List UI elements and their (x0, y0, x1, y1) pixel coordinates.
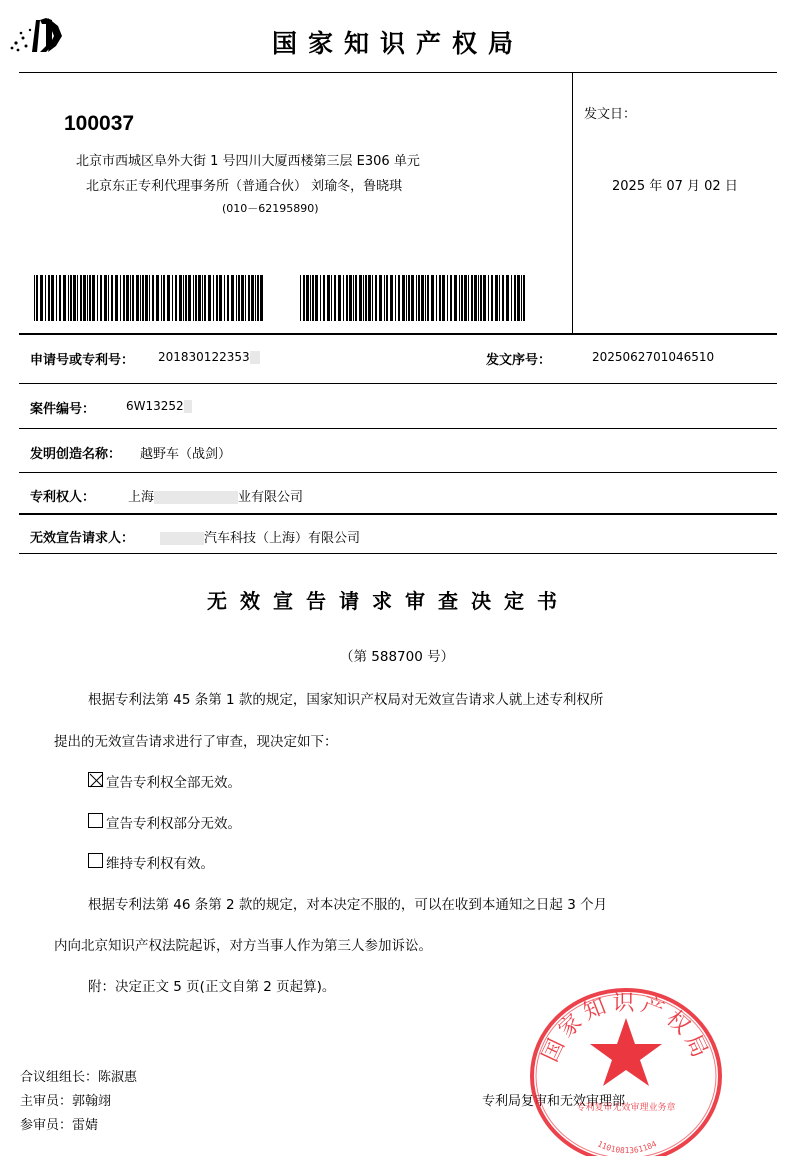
barcode-bar (338, 275, 341, 321)
row-rule-5 (19, 553, 777, 554)
barcode-bar (375, 275, 377, 321)
barcode-bar (80, 275, 82, 321)
barcode-bar (331, 275, 332, 321)
barcode-bar (300, 275, 301, 321)
issue-date-label: 发文日： (584, 107, 637, 122)
office-logo (4, 8, 74, 58)
option-checkbox-invalid-all (88, 772, 103, 787)
examiner: 参审员：雷婧 (20, 1118, 99, 1133)
barcode-right (300, 275, 530, 321)
header-divider (572, 72, 573, 333)
redaction-block (250, 351, 260, 364)
barcode-bar (480, 275, 482, 321)
barcode-bar (447, 275, 448, 321)
barcode-bar (474, 275, 477, 321)
barcode-bar (156, 275, 159, 321)
case-number-text: 6W13252 (126, 399, 184, 413)
barcode-bar (427, 275, 429, 321)
barcode-bar (45, 275, 46, 321)
barcode-bar (183, 275, 184, 321)
barcode-bar (384, 275, 385, 321)
barcode-bar (241, 275, 244, 321)
barcode-bar (185, 275, 187, 321)
decision-title: 无效宣告请求审查决定书 (207, 589, 570, 613)
svg-text:专利复审无效审理业务章: 专利复审无效审理业务章 (576, 1103, 676, 1113)
recipient-phone: (010－62195890) (222, 202, 319, 215)
header-bottom-rule (19, 333, 777, 335)
barcode-bar (238, 275, 240, 321)
barcode-bar (327, 275, 330, 321)
barcode-bar (523, 275, 525, 321)
barcode-bar (461, 275, 463, 321)
barcode-bar (390, 275, 393, 321)
barcode-bar (368, 275, 371, 321)
barcode-bar (349, 275, 352, 321)
office-title: 国家知识产权局 (272, 29, 525, 58)
barcode-bar (491, 275, 493, 321)
barcode-bar (97, 275, 98, 321)
barcode-bar (48, 275, 50, 321)
barcode-bar (365, 275, 367, 321)
header-top-rule (19, 72, 777, 73)
barcode-bar (416, 275, 417, 321)
barcode-bar (120, 275, 121, 321)
barcode-bar (208, 275, 211, 321)
barcode-bar (334, 275, 336, 321)
barcode-bar (179, 275, 182, 321)
application-number-text: 201830122353 (158, 350, 250, 364)
barcode-bar (77, 275, 78, 321)
svg-text:1101081361184: 1101081361184 (595, 1139, 659, 1156)
barcode-bar (511, 275, 512, 321)
barcode-bar (436, 275, 437, 321)
barcode-bar (303, 275, 305, 321)
barcode-bar (163, 275, 165, 321)
barcode-bar (213, 275, 214, 321)
official-seal-stamp (526, 984, 724, 1156)
barcode-bar (56, 275, 57, 321)
redaction-block (184, 400, 192, 413)
redaction-block (160, 532, 204, 545)
attachment-note: 附：决定正文 5 页(正文自第 2 页起算)。 (88, 979, 336, 995)
barcode-bar (310, 275, 311, 321)
barcode-bar (395, 275, 396, 321)
serial-number-label: 发文序号： (486, 353, 552, 368)
barcode-bar (251, 275, 254, 321)
barcode-bar (115, 275, 118, 321)
barcode-bar (193, 275, 194, 321)
barcode-bar (306, 275, 309, 321)
decision-paragraph-2-line-1: 根据专利法第 46 条第 2 款的规定，对本决定不服的，可以在收到本通知之日起 3 个月 (88, 897, 608, 913)
barcode-bar (411, 275, 414, 321)
barcode-bar (323, 275, 325, 321)
barcode-bar (521, 275, 522, 321)
barcode-bar (506, 275, 509, 321)
barcode-bar (108, 275, 109, 321)
barcode-bar (140, 275, 141, 321)
decision-number: （第 588700 号） (340, 649, 455, 665)
option-checkbox-maintain (88, 853, 103, 868)
redaction-block (154, 491, 238, 504)
barcode-bar (40, 275, 43, 321)
option-invalid-part: 宣告专利权部分无效。 (106, 816, 241, 832)
barcode-bar (421, 275, 424, 321)
requester-text: 汽车科技（上海）有限公司 (204, 531, 361, 546)
barcode-bar (175, 275, 177, 321)
requester-value (160, 527, 360, 546)
barcode-bar (73, 275, 76, 321)
barcode-bar (499, 275, 500, 321)
barcode-bar (459, 275, 460, 321)
barcode-bar (224, 275, 225, 321)
barcode-bar (478, 275, 479, 321)
decision-paragraph-1-line-1: 根据专利法第 45 条第 1 款的规定，国家知识产权局对无效宣告请求人就上述专利权所 (88, 692, 604, 708)
option-checkbox-invalid-part (88, 813, 103, 828)
row-rule-4 (19, 513, 777, 515)
barcode-bar (104, 275, 107, 321)
barcode-bar (231, 275, 234, 321)
barcode-bar (439, 275, 441, 321)
svg-text:国家知识产权局: 国家知识产权局 (537, 991, 715, 1066)
barcode-bar (257, 275, 259, 321)
barcode-bar (398, 275, 400, 321)
panel-leader: 合议组组长：陈淑惠 (20, 1070, 138, 1085)
barcode-bar (126, 275, 129, 321)
barcode-bar (495, 275, 498, 321)
serial-number-value: 2025062701046510 (592, 350, 715, 364)
barcode-bar (83, 275, 86, 321)
patentee-value (128, 486, 303, 505)
application-number-label: 申请号或专利号： (30, 353, 135, 368)
barcode-bar (245, 275, 246, 321)
invention-name-label: 发明创造名称： (30, 447, 122, 462)
barcode-bar (123, 275, 125, 321)
barcode-bar (136, 275, 139, 321)
barcode-bar (51, 275, 54, 321)
barcode-bar (36, 275, 38, 321)
row-rule-1 (19, 383, 777, 384)
barcode-bar (130, 275, 131, 321)
barcode-bar (450, 275, 452, 321)
postal-code: 100037 (64, 112, 135, 135)
barcode-bar (418, 275, 420, 321)
barcode-bar (204, 275, 206, 321)
barcode-bar (353, 275, 354, 321)
barcode-bar (343, 275, 344, 321)
row-rule-3 (19, 472, 777, 473)
barcode-bar (219, 275, 222, 321)
patentee-prefix: 上海 (128, 490, 155, 505)
barcode-bar (59, 275, 61, 321)
barcode-bar (471, 275, 473, 321)
barcode-bar (92, 275, 95, 321)
barcode-bar (152, 275, 154, 321)
barcode-bar (312, 275, 314, 321)
barcode-bar (87, 275, 88, 321)
barcode-bar (248, 275, 250, 321)
barcode-bar (227, 275, 229, 321)
case-number-label: 案件编号： (30, 402, 96, 417)
barcode-bar (195, 275, 197, 321)
barcode-bar (167, 275, 170, 321)
barcode-bar (483, 275, 486, 321)
barcode-bar (425, 275, 426, 321)
barcode-bar (236, 275, 237, 321)
barcode-bar (442, 275, 445, 321)
barcode-bar (63, 275, 66, 321)
barcode-bar (363, 275, 364, 321)
barcode-bar (379, 275, 382, 321)
barcode-bar (161, 275, 162, 321)
barcode-bar (386, 275, 388, 321)
barcode-bar (132, 275, 134, 321)
chief-examiner: 主审员：郭翰翊 (20, 1094, 112, 1109)
barcode-bar (260, 275, 263, 321)
decision-paragraph-1-line-2: 提出的无效宣告请求进行了审查，现决定如下： (54, 734, 338, 750)
barcode-bar (70, 275, 72, 321)
option-invalid-all: 宣告专利权全部无效。 (106, 775, 241, 791)
barcode-bar (468, 275, 469, 321)
barcode-bar (372, 275, 373, 321)
decision-paragraph-2-line-2: 内向北京知识产权法院起诉，对方当事人作为第三人参加诉讼。 (54, 938, 432, 954)
barcode-bar (145, 275, 148, 321)
barcode-bar (514, 275, 516, 321)
barcode-bar (454, 275, 457, 321)
recipient-address: 北京市西城区阜外大街 1 号四川大厦西楼第三层 E306 单元 (76, 154, 420, 169)
barcode-bar (216, 275, 218, 321)
barcode-bar (34, 275, 35, 321)
application-number-value (158, 350, 260, 365)
barcode-bar (406, 275, 407, 321)
row-rule-2 (19, 428, 777, 429)
barcode-bar (488, 275, 489, 321)
case-number-value (126, 399, 192, 414)
issue-date-value: 2025 年 07 月 02 日 (612, 179, 738, 194)
barcode-bar (464, 275, 467, 321)
patentee-suffix: 业有限公司 (238, 490, 304, 505)
barcode-bar (517, 275, 520, 321)
barcode-bar (320, 275, 321, 321)
barcode-bar (142, 275, 144, 321)
barcode-bar (188, 275, 191, 321)
barcode-bar (111, 275, 113, 321)
option-maintain: 维持专利权有效。 (106, 856, 214, 872)
barcode-bar (100, 275, 102, 321)
issuing-department: 专利局复审和无效审理部 (482, 1094, 626, 1109)
barcode-left (34, 275, 266, 321)
barcode-bar (408, 275, 410, 321)
barcode-bar (402, 275, 405, 321)
barcode-bar (172, 275, 173, 321)
barcode-bar (502, 275, 504, 321)
barcode-bar (89, 275, 91, 321)
invention-name-value: 越野车（战剑） (140, 447, 232, 462)
barcode-bar (68, 275, 69, 321)
barcode-bar (149, 275, 150, 321)
barcode-bar (255, 275, 256, 321)
recipient-agency: 北京东正专利代理事务所（普通合伙） 刘瑜冬，鲁晓琪 (86, 179, 403, 194)
barcode-bar (198, 275, 201, 321)
barcode-bar (202, 275, 203, 321)
barcode-bar (346, 275, 348, 321)
barcode-bar (355, 275, 357, 321)
patentee-label: 专利权人： (30, 490, 96, 505)
barcode-bar (431, 275, 434, 321)
barcode-bar (315, 275, 318, 321)
requester-label: 无效宣告请求人： (30, 531, 135, 546)
barcode-bar (359, 275, 362, 321)
